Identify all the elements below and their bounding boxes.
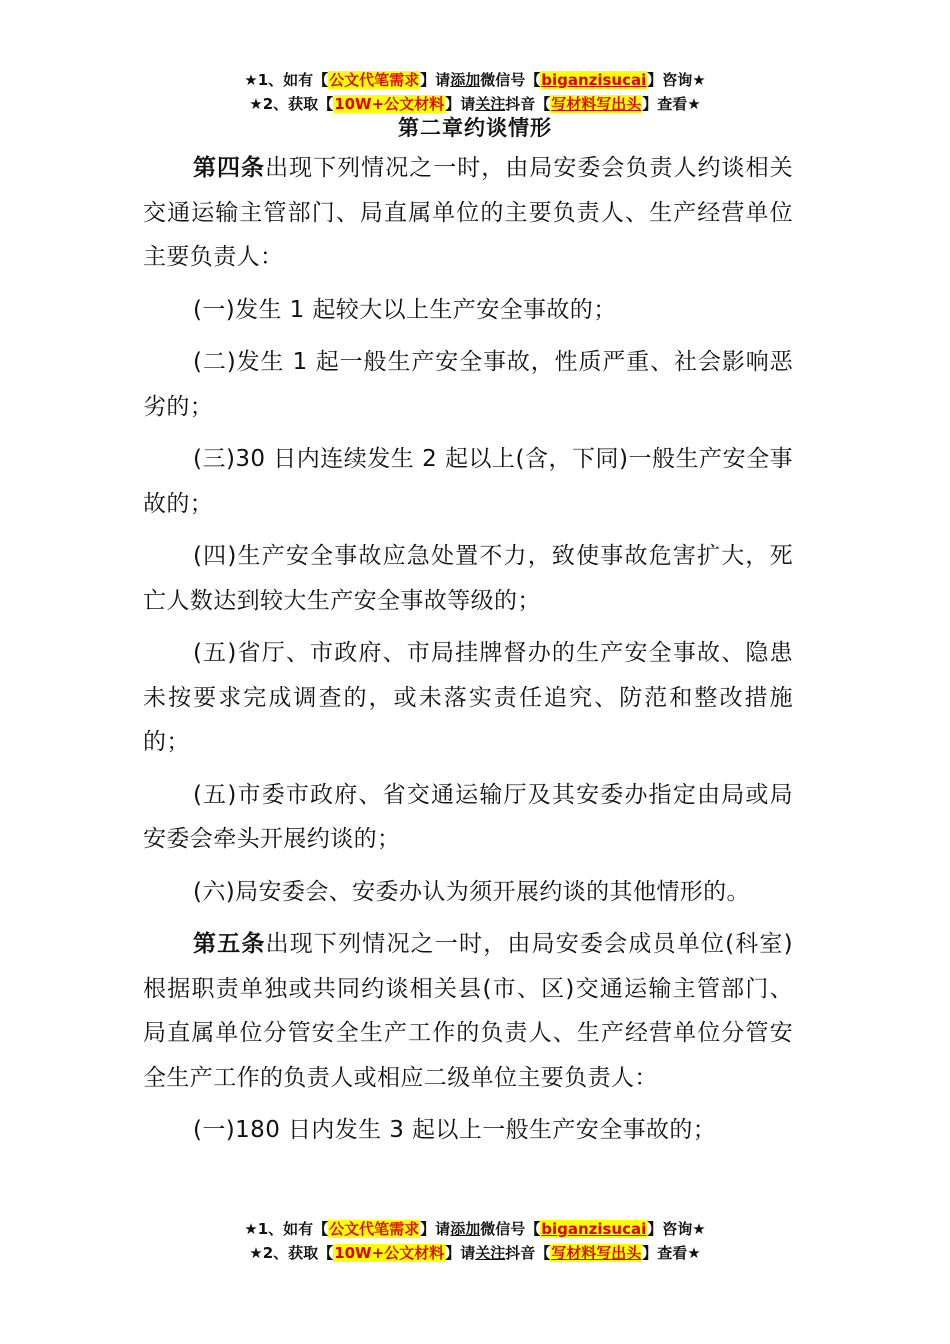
banner-wechat-id: biganzisucai [541, 1220, 647, 1238]
banner-highlight: 公文代笔需求 [329, 71, 420, 89]
banner-text: 】咨询★ [647, 71, 706, 89]
banner-text: 抖音【 [505, 1244, 551, 1262]
paragraph [143, 631, 793, 765]
banner-text: 】请 [445, 1244, 476, 1262]
document-body [143, 146, 793, 1161]
banner-douyin-id: 写材料写出头 [551, 1244, 642, 1262]
paragraph-text: (四)生产安全事故应急处置不力，致使事故危害扩大，死亡人数达到较大生产安全事故等级的； [143, 543, 793, 614]
banner-text: ★1、如有【 [244, 1220, 329, 1238]
banner-highlight: 10W+公文材料 [334, 95, 445, 113]
banner-highlight: 公文代笔需求 [329, 1220, 420, 1238]
banner-line-1 [0, 68, 950, 92]
banner-text: 】请 [445, 95, 476, 113]
banner-text: ★2、获取【 [249, 95, 334, 113]
banner-text: 】查看★ [642, 95, 701, 113]
banner-text: 】请 [420, 71, 451, 89]
header-banner [0, 68, 950, 116]
paragraph [143, 437, 793, 526]
paragraph [143, 773, 793, 862]
paragraph [143, 146, 793, 280]
paragraph-text: (三)30 日内连续发生 2 起以上(含，下同)一般生产安全事故的； [143, 446, 793, 517]
paragraph-text: 出现下列情况之一时，由局安委会成员单位(科室)根据职责单独或共同约谈相关县(市、区)交通运输主管部门、局直属单位分管安全生产工作的负责人、生产经营单位分管安全生产工作的负责人或相应二级单位主要负责人： [143, 931, 793, 1091]
paragraph [143, 534, 793, 623]
banner-text: 微信号【 [480, 71, 541, 89]
paragraph-text: 出现下列情况之一时，由局安委会负责人约谈相关交通运输主管部门、局直属单位的主要负责人、生产经营单位主要负责人： [143, 155, 793, 270]
banner-text: 】查看★ [642, 1244, 701, 1262]
paragraph [143, 340, 793, 429]
paragraph-text: (五)市委市政府、省交通运输厅及其安委办指定由局或局安委会牵头开展约谈的； [143, 781, 793, 852]
paragraph [143, 288, 793, 333]
banner-wechat-id: biganzisucai [541, 71, 647, 89]
paragraph-text: (六)局安委会、安委办认为须开展约谈的其他情形的。 [193, 878, 750, 905]
paragraph [143, 870, 793, 915]
banner-text: 】咨询★ [647, 1220, 706, 1238]
paragraph [143, 922, 793, 1100]
banner-text: 微信号【 [480, 1220, 541, 1238]
banner-line-2 [0, 1241, 950, 1265]
banner-underlined-text: 关注 [475, 95, 506, 113]
footer-banner [0, 1217, 950, 1265]
banner-text: ★1、如有【 [244, 71, 329, 89]
paragraph-text: (五)省厅、市政府、市局挂牌督办的生产安全事故、隐患未按要求完成调查的，或未落实责任追究、防范和整改措施的； [143, 640, 793, 755]
banner-line-1 [0, 1217, 950, 1241]
article-number: 第五条 [193, 931, 266, 957]
banner-underlined-text: 添加 [450, 71, 481, 89]
banner-line-2 [0, 92, 950, 116]
banner-underlined-text: 关注 [475, 1244, 506, 1262]
paragraph [143, 1108, 793, 1153]
banner-underlined-text: 添加 [450, 1220, 481, 1238]
paragraph-text: (二)发生 1 起一般生产安全事故，性质严重、社会影响恶劣的； [143, 349, 793, 420]
banner-text: 】请 [420, 1220, 451, 1238]
chapter-title: 第二章约谈情形 [398, 116, 552, 140]
banner-text: ★2、获取【 [249, 1244, 334, 1262]
banner-highlight: 10W+公文材料 [334, 1244, 445, 1262]
paragraph-text: (一)180 日内发生 3 起以上一般生产安全事故的； [193, 1117, 717, 1143]
article-number: 第四条 [193, 155, 266, 181]
banner-text: 抖音【 [505, 95, 551, 113]
paragraph-text: (一)发生 1 起较大以上生产安全事故的； [193, 296, 617, 323]
banner-douyin-id: 写材料写出头 [551, 95, 642, 113]
